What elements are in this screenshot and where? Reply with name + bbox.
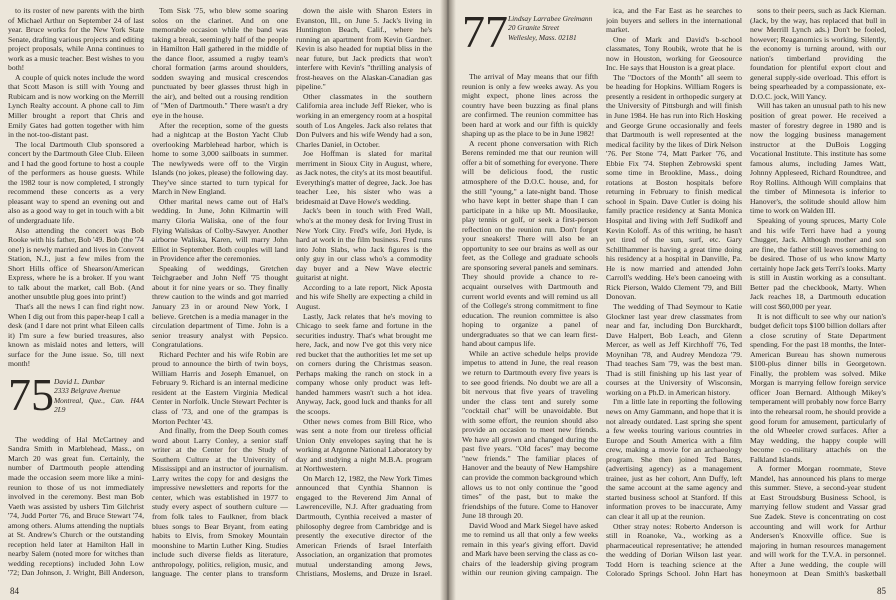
paragraph: Will has taken an unusual path to his new position of great power. He received a master of forestry degree in 1980 and is now the logging business management instructor at the DuBois Logging Vocational Institute. This institute has some famous alums, including James Watt, Johnny Appleseed, Richard Roundtree, and Roy Rollins. Although Will complains that the timber of Minnesota is inferior to Hanover's, the solitude should allow him time to work on Walden III. [750,101,886,216]
right-column-3 [750,6,886,578]
left-column-2 [152,6,288,578]
secretary-address [508,14,598,42]
right-column-1 [462,6,598,578]
page-number: 85 [877,586,886,596]
paragraph: Other stray notes: Roberto Anderson is still in Roanoke, Va., working as a pharmaceutical representative; he attended the wedding of Dorian Wilson last year. Todd Horn is teaching science at the Colorado Springs School. John Hart has [606,521,742,578]
paragraph: Lastly, Jack relates that he's moving to Chicago to seek fame and fortune in the securities industry. That's what brought me here, Jack, and now I've got this very nice red bucket that the authorities let me set up on corners during the Christmas season. Perhaps making the ranch on stock in a company whose only product was left-handed hammers wasn't such a hot idea. Anyway, Jack, good luck and thanks for all the scoops. [296,311,432,416]
paragraph: The "Doctors of the Month" all seem to be heading for Hopkins. William Rogers is presently a resident in orthopedic surgery at the University of Pittsburgh and will finish in June 1984. He has run into Rich Hosking and George Grune occasionally and feels that Dartmouth is well represented at the medical facility by the likes of Dirk Nelson '76. Per Stone '74, Matt Parker '76, and Ebbie Fix '74. Stephen Zebrowski spent some time in Brookline, Mass., doing rotations at Boston hospitals before returning in February to finish medical school in Spain. Dave Cutler is doing his family practice residency at Santa Monica Hospital and living with Jeff Sudikoff and Kevin Koloff. As of this writing, he hasn't yet tired of the sun, surf, etc. Gary Schillhammer is having a great time doing his residency at a hospital in Danville, Pa. He is now married and attended John Carroll's wedding. He's been canoeing with Rick Pierson, Waldo Clement '79, and Bill Donovan. [606,72,742,302]
paragraph: On March 12, 1982, the New York Times announced that Cynthia Shannon is engaged to the Reverend Jim Annal of Lawrenceville, N.J. After graduating from Dartmouth, Cynthia received a master of philosophy degree from Cambridge and is presently the executive director of the American Friends of Israel Interfaith Association, an organization that promotes mutual understanding among Jews, Christians, Moslems, and Druze in Israel. [296,473,432,578]
paragraph: Also attending the concert was Bob Rooke with his father, Bob '49. Bob (the '74 one!) is newly married and lives in Convent Station, N.J., just a few miles from the Short Hills office of Shearson/American Express, where he is a broker. If you want to talk about the market, call Bob. (And another unsubtle plug goes into print!) [8,225,144,302]
right-column-2 [606,6,742,578]
paragraph: Speaking of young spruces, Marty Cole and his wife Terri have had a young Chugger, Jack. Although mother and son are fine, the father still leaves something to be desired. Those of us who know Marty certainly hope Jack gets Terri's looks. Marty is still in Austin working as a consultant. Better pad the checkbook, Marty. When Jack reaches 18, a Dartmouth education will cost $60,000 per year. [750,216,886,311]
paragraph: Other classmates in the southern California area include Jeff Rieker, who is working in an emergency room at a hospital south of Los Angeles. Jack also relates that Don Pulvers and his wife Wendy had a son, Charles Daniel, in October. [296,91,432,149]
paragraph: According to a late report, Nick Aposta and his wife Shelly are expecting a child in August. [296,282,432,311]
paragraph: While an active schedule helps provide impetus to attend in June, the real reason we return to Dartmouth every five years is to see good friends. No doubt we are all a bit nervous that five years of traveling under the class tent and surely some "cocktail chat" will be unavoidable. But with some effort, the reunion should also provide an occasion to meet new friends. We have all grown and changed during the past five years. "Old faces" may become "new friends." The familiar places of Hanover and the beauty of New Hampshire can provide the common background which allows us to not only continue the "good times" of the past, but to make the friendships of the future. Come to Hanover June 18 through 20. [462,348,598,521]
paragraph: sons to their peers, such as Jack Kiernan. (Jack, by the way, has replaced that bull in new Merrill Lynch ads.) Don't be fooled, however; Reaganomics is working. Silently, the economy is turning around, with our nation's timberland providing the foundation for plentiful export clout and general supply-side overload. This effort is being spearheaded by a compassionate, ex-D.O.C. jock, Will Yancy. [750,6,886,101]
paragraph: The arrival of May means that our fifth reunion is only a few weeks away. As you might expect, phone lines across the country have been buzzing as final plans are confirmed. The reunion committee has been hard at work and our fifth is quickly shaping up as the place to be in June 1982! [462,72,598,139]
right-page [456,0,896,600]
paragraph: And finally, from the Deep South comes word about Larry Conley, a senior staff writer at the Center for the Study of Southern Culture at the University of Mississippi and an instructor of journalism. Larry writes the copy for and designs the impressive newsletters and reports for the center, which was established in 1977 to study every aspect of southern culture — from folk tales to Faulkner, from black blues songs to Bear Bryant, from eating habits to Elvis, from Smokey Mountain moonshine to Martin Luther King. Studies include such diverse fields as literature, anthropology, politics, religion, music, and language. The center plans to transform [152,426,288,578]
class-notes-text [152,6,288,578]
address-line-2: Wellesley, Mass. 02181 [508,32,577,42]
class-notes-text [750,6,886,578]
class-heading-77 [462,6,598,68]
paragraph: to its roster of new parents with the birth of Michael Arthur on September 24 of last year. Bruce works for the New York State Senate, drafting various projects and editing project proposals, while Anna continues to work as a music teacher. Best wishes to you both! [8,6,144,73]
paragraph: A recent phone conversation with Rich Berens reminded me that our reunion will offer a bit of something for everyone. There will be delicious food, the rustic atmosphere of the D.O.C. house, and, for the still "young," a late-night band. Those who have kept in better shape than I can participate in a hike up Mt. Moosilauke, play tennis or golf, or seek a first-person reflection on the reunion run. Don't forget your sneakers! There will also be an opportunity to see our brains as well as our feet, as the College and graduate schools are sponsoring several panels and seminars. They should provide a chance to re-acquaint ourselves with Dartmouth and current world events and will remind us all of the College's strong commitment to fine education. The reunion committee is also hoping to organize a panel of undergraduates so that we can learn first-hand about campus life. [462,138,598,349]
class-notes-text [606,6,742,578]
left-column-1 [8,6,144,578]
paragraph: It is not difficult to see why our nation's budget deficit tops $100 billion dollars after a close scrutiny of State Department spending. For the past 18 months, the Inter-American Bureau has shown numerous $100-plus dinner bills in Georgetown. Finally, the problem was solved. Mike Morgan is marrying fellow foreign service officer Joan Bernard. Although Mikey's temperament will probably now force Barry into the rehearsal room, he should provide a good forum for amusement, particularly of the old Wheeler crowd surfaces. After a May wedding, the happy couple will become co-military attachés on the Falkland Islands. [750,311,886,464]
paragraph: Jack's been in touch with Fred Wall, who's at the money desk for Irving Trust in New York City. Fred's wife, Jori Hyde, is hard at work in the film business. Fred runs into John Slabs, who Jack figures is the only guy in our class who's a commodity day buyer and a New Wave electric guitarist at night. [296,206,432,283]
paragraph: David Wood and Mark Siegel have asked me to remind us all that only a few weeks remain in this year's giving effort. David and Mark have been serving the class as co-chairs of the leadership giving program within our reunion giving campaign. The [462,520,598,578]
secretary-name: Lindsay Larrabee Greimann [508,14,593,23]
paragraph: The wedding of Thad Seymour to Katie Glockner last year drew classmates from near and far, including Don Burckhardt, Dave Halpert, Bob Leach, and Glenn Mercer, as well as Jeff Kirchhoff '76, Ted Moynihan '78, and Audrey Mendoza '79. Thad teaches Sam '79, was the best man. Thad is still finishing up his last year of courses at the University of Wisconsin, working on a Ph.D. in American history. [606,301,742,397]
secretary-address [54,377,144,415]
paragraph: A couple of quick notes include the word that Scott Mason is still with Young and Rubicam and is now working on the Merrill Lynch Realty account. A phone call to Jim Miller brought a report that Chris and Emily Gates had gotten together with him in the not-too-distant past. [8,72,144,140]
class-year: 75 [8,368,54,420]
paragraph: Tom Sisk '75, who blew some soaring solos on the clarinet. And on one memorable occasion while the band was taking a break, seemingly half of the people in Hamilton Hall gathered in the middle of the dance floor, assumed a rugby team's choral formation (arms around shoulders, sodden swaying and musical crescendos punctuated by beer glasses thrust high in the air), and belted out a rousing rendition of "Men of Dartmouth." There wasn't a dry eye in the house. [152,6,288,121]
paragraph: Joe Hoffman is slated for marital merriment in Sioux City in August, where, as Jack notes, the city's at its most beautiful. Everything's matter of degree, Jack. Joe has teacher Lee, his sister who was a bridesmaid at Dave Howe's wedding. [296,149,432,206]
paragraph: Other news comes from Bill Rice, who was sent a note from our tireless official Union Only envelopes saying that he is working at Argonne National Laboratory by day and studying a night M.B.A. program at Northwestern. [296,416,432,474]
paragraph: I'm a little late in reporting the following news on Amy Gammann, and hope that it is not already outdated. Last spring she spent a few weeks touring various countries in Europe and South America with a film crew, making a movie for an archaeology program. She then joined Ted Bates, (advertising agency) as a management trainee, just as her cohort, Ann Duffy, left the same account at the same agency and started business school at Stanford. If this information proves to be inaccurate, Amy can clear it all up at the reunion. [606,397,742,521]
address-line-1: 20 Granite Street [508,23,560,33]
left-page [0,0,440,600]
paragraph: That's all the news I can find right now. When I dig out from this paper-heap I call a desk (and I dare not print what Eileen calls it) I'm sure a few buried treasures, also known as mislaid notes and letters, will surface for the June issue. So, till next month! [8,301,144,369]
paragraph: Richard Pechter and his wife Robin are proud to announce the birth of twin boys, William Harris and Joseph Emanuel, on February 9. Richard is an internal medicine resident at the Eastern Virginia Medical Center in Norfolk. Uncle Stewart Pechter is class of '73, and one of the grampas is Morton Pechter '43. [152,349,288,426]
address-line-1: 2333 Belgrave Avenue [54,386,121,396]
class-heading-75 [8,368,144,431]
paragraph: A former Morgan roommate, Steve Mandel, has announced his plans to merge this summer. Steve, a second-year student at East Stroudsburg Business School, is marrying fellow student and Vassar grad Sue Zadek. Steve is concentrating on cost accounting and will work for Arthur Andersen's Knoxville office. Sue is majoring in human resources management and will work for the T.V.A. in personnel. After a June wedding, the couple will honeymoon at Dean Smith's basketball [750,464,886,578]
paragraph: down the aisle with Sharon Esters in Evanston, Ill., on June 5. Jack's living in Huntington Beach, Calif., where he's running an apartment from Kevin Gardner. Kevin is also headed for nuptial bliss in the near future, but Jack predicts that won't interfere with Kevin's "thrilling analysis of frost-heaves on the Alaskan-Canadian gas pipeline." [296,6,432,92]
class-notes-text [8,6,144,369]
binding-gutter [440,0,456,600]
paragraph: One of Mark and David's b-school classmates, Tony Roubik, wrote that he is now in Houston, working for Geosource Inc. He says that Houston is a great place. [606,34,742,73]
class-notes-text [462,72,598,578]
paragraph: Other marital news came out of Hal's wedding. In June, John Kilmartin will marry Gloria Waliska, one of the four Flying Waliskas of Colby-Sawyer. Another airborne Waliska, Karen, will marry John Elliot in September. Both couples will land in Providence after the ceremonies. [152,196,288,264]
paragraph: The local Dartmouth Club sponsored a concert by the Dartmouth Glee Club. Eileen and I had the good fortune to host a couple of the performers as house guests. While the 1982 tour is now completed, I strongly recommend these concerts as a very pleasant way to spend an evening out and also as a good way to get in touch with a bit of undergraduate life. [8,139,144,226]
paragraph: After the reception, some of the guests had a nightcap at the Boston Yacht Club overlooking Marblehead harbor, which is home to some 3,000 sailboats in summer. The newlyweds were off to the Virgin Islands (no jokes, please) the following day. They've since started to turn typical for March in New England. [152,120,288,197]
paragraph: Speaking of weddings, Gretchen Teichgraeber and John Neff '75 thought about it for nine years or so. They finally threw caution to the winds and got married January 23 in or around New York, I believe. Gretchen is a media manager in the circulation department of Time. John is a senior treasury analyst with Pepsico. Congratulations. [152,263,288,350]
paragraph: ica, and the Far East as he searches to join buyers and sellers in the international market. [606,6,742,35]
class-year: 77 [462,6,508,57]
left-column-3 [296,6,432,578]
address-line-2: Montreal, Que., Can. H4A 2L9 [54,395,144,414]
secretary-name: David L. Dunbar [54,376,105,386]
class-notes-text [8,435,144,578]
class-notes-text [296,6,432,578]
paragraph: The wedding of Hal McCartney and Sandra Smith in Marblehead, Mass., on March 20 was great fun. Certainly, the number of Dartmouth people attending made the occasion seem more like a mini-reunion to those of us not immediately involved in the ceremony. Best man Bob Vaeth was assisted by ushers Tim Gilchrist '74, Judd Porter '76, and Bruce Stewart '74, among others. Alums attending the nuptials at St. Andrew's Church or the outstanding reception held later at Hamilton Hall in nearby Salem (noted more for witches than wedding receptions) included John Low '72; Dan Johnson, J. Wright, Bill Anderson, [8,434,144,578]
page-number: 84 [10,586,19,596]
